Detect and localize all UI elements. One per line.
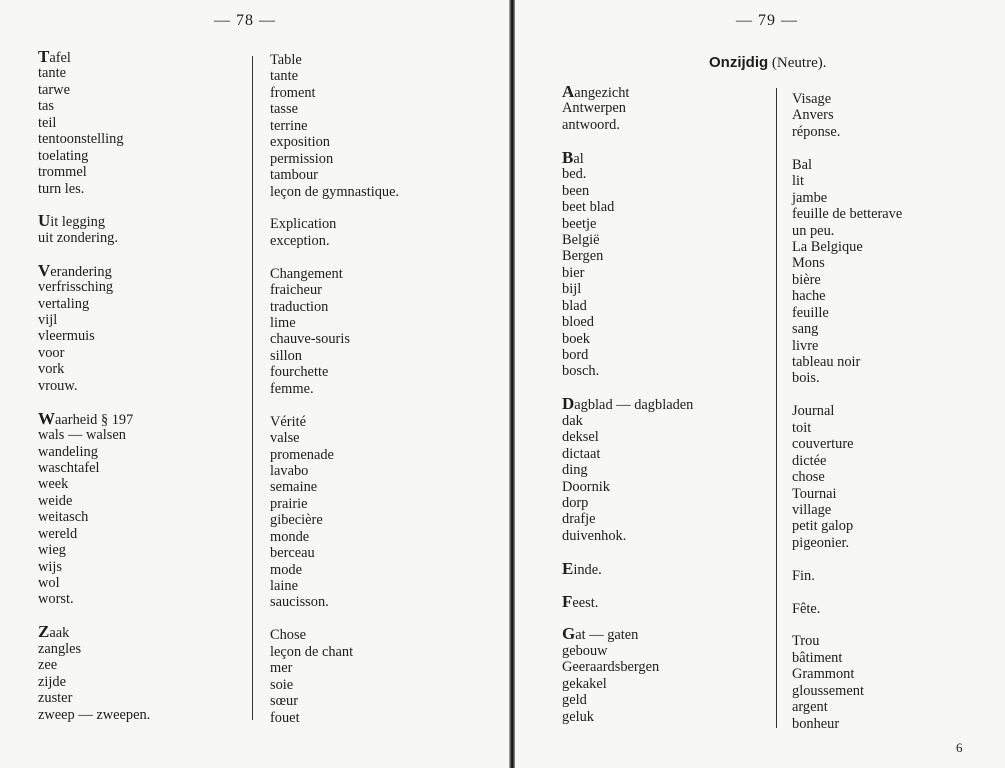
vocabulary-entry — [562, 591, 693, 611]
section-spacer — [562, 544, 693, 560]
vocabulary-entry: permission — [270, 150, 334, 167]
vocabulary-entry: zuster — [38, 690, 73, 707]
vocabulary-entry: feuille — [792, 304, 829, 321]
vocabulary-entry: gibecière — [270, 512, 323, 529]
vocabulary-entry: lime — [270, 315, 296, 331]
vocabulary-entry: leçon de gymnastique. — [270, 183, 400, 200]
vocabulary-entry: ding — [562, 462, 588, 479]
vocabulary-entry: trommel — [38, 164, 87, 181]
vocabulary-entry: wol — [38, 575, 60, 591]
french-translation-column — [792, 91, 902, 732]
vocabulary-entry — [38, 624, 150, 640]
section-initial-letter: W — [38, 408, 55, 428]
vocabulary-entry: femme. — [270, 380, 314, 397]
vocabulary-entry: week — [38, 476, 69, 493]
section-initial-letter: F — [562, 591, 573, 611]
vocabulary-entry: beet blad — [562, 199, 615, 216]
vocabulary-entry: Trou — [792, 633, 820, 650]
vocabulary-entry: Journal — [792, 403, 835, 420]
vocabulary-entry: Fin. — [792, 567, 815, 584]
section-initial-letter: A — [562, 82, 575, 101]
vocabulary-entry — [38, 260, 150, 280]
vocabulary-entry: zweep — zweepen. — [38, 706, 151, 723]
vocabulary-entry: drafje — [562, 511, 596, 528]
page-number: — 78 — — [214, 12, 276, 29]
vocabulary-entry: uit zondering. — [38, 229, 118, 246]
vocabulary-entry: dictée — [792, 452, 827, 469]
entry-text: aak — [49, 625, 70, 642]
vocabulary-entry: boek — [562, 330, 590, 347]
vocabulary-entry — [562, 84, 693, 100]
section-spacer — [38, 197, 150, 213]
vocabulary-entry: Antwerpen — [562, 100, 626, 117]
right-page — [514, 0, 1005, 768]
section-heading-dutch: Onzijdig — [709, 54, 769, 71]
vocabulary-entry: turn les. — [38, 180, 85, 197]
corner-mark: 6 — [956, 740, 963, 755]
vocabulary-entry: sillon — [270, 347, 302, 364]
section-initial-letter: E — [562, 558, 574, 578]
vocabulary-entry: blad — [562, 297, 587, 314]
vocabulary-entry: tarwe — [38, 81, 70, 98]
section-initial-letter: Z — [38, 622, 50, 642]
vocabulary-entry: teil — [38, 114, 57, 131]
entry-text: angezicht — [574, 85, 630, 101]
vocabulary-entry: bosch. — [562, 363, 600, 380]
vocabulary-entry: worst. — [38, 591, 74, 608]
vocabulary-entry: fourchette — [270, 364, 329, 381]
section-spacer — [270, 611, 399, 627]
vocabulary-entry: Visage — [792, 91, 832, 107]
vocabulary-entry: soie — [270, 676, 294, 693]
vocabulary-entry — [562, 147, 693, 167]
vocabulary-entry: valse — [270, 430, 300, 447]
vocabulary-entry: Bergen — [562, 248, 604, 265]
vocabulary-entry: wereld — [38, 525, 78, 542]
entry-text: it legging — [50, 214, 106, 231]
vocabulary-entry: Chose — [270, 627, 306, 644]
column-divider — [776, 88, 777, 728]
section-spacer — [562, 133, 693, 149]
vocabulary-entry: tante — [270, 68, 298, 85]
entry-text: agblad — dagbladen — [574, 397, 694, 414]
vocabulary-entry: jambe — [792, 189, 828, 206]
vocabulary-entry: gekakel — [562, 675, 607, 692]
section-initial-letter: G — [562, 624, 576, 644]
section-spacer — [38, 246, 150, 262]
vocabulary-entry: duivenhok. — [562, 527, 627, 544]
vocabulary-entry: tante — [38, 65, 66, 82]
vocabulary-entry: vork — [38, 361, 65, 378]
vocabulary-entry: Explication — [270, 216, 337, 233]
dutch-word-column — [38, 49, 150, 723]
vocabulary-entry: vijl — [38, 312, 58, 328]
vocabulary-entry: fouet — [270, 709, 300, 726]
vocabulary-entry: vrouw. — [38, 377, 78, 394]
vocabulary-entry: antwoord. — [562, 116, 620, 133]
vocabulary-entry: réponse. — [792, 123, 841, 140]
section-initial-letter: D — [562, 394, 575, 414]
section-spacer — [562, 610, 693, 626]
section-initial-letter: V — [38, 260, 51, 280]
vocabulary-entry: dorp — [562, 494, 589, 511]
vocabulary-entry: dictaat — [562, 445, 601, 462]
vocabulary-entry — [38, 408, 150, 428]
vocabulary-entry: bière — [792, 271, 821, 288]
column-divider — [252, 56, 253, 720]
vocabulary-entry: weitasch — [38, 509, 89, 526]
vocabulary-entry — [562, 558, 693, 578]
vocabulary-entry: tableau noir — [792, 354, 861, 370]
vocabulary-entry: Changement — [270, 265, 343, 282]
vocabulary-entry: Anvers — [792, 107, 834, 124]
vocabulary-entry: Mons — [792, 255, 825, 272]
vocabulary-entry: wijs — [38, 558, 62, 575]
entry-text: erandering — [50, 263, 112, 280]
vocabulary-entry: laine — [270, 578, 298, 594]
section-spacer — [792, 584, 902, 600]
page-number: — 79 — — [736, 12, 798, 29]
vocabulary-entry — [562, 626, 693, 642]
entry-text: inde. — [573, 561, 602, 578]
vocabulary-entry: België — [562, 231, 600, 248]
section-spacer — [270, 200, 399, 216]
vocabulary-entry: vleermuis — [38, 328, 95, 345]
vocabulary-entry: sang — [792, 321, 819, 338]
vocabulary-entry: mer — [270, 660, 293, 677]
vocabulary-entry: couverture — [792, 436, 854, 453]
vocabulary-entry: berceau — [270, 545, 315, 562]
section-spacer — [562, 577, 693, 593]
vocabulary-entry: un peu. — [792, 222, 835, 239]
vocabulary-entry: verfrissching — [38, 279, 114, 296]
vocabulary-entry: feuille de betterave — [792, 206, 903, 223]
entry-text: at — gaten — [575, 627, 639, 644]
section-initial-letter: T — [38, 47, 50, 66]
section-spacer — [270, 249, 399, 265]
vocabulary-entry: lavabo — [270, 462, 309, 479]
section-heading-french: (Neutre). — [771, 55, 827, 71]
vocabulary-entry: bijl — [562, 281, 582, 298]
vocabulary-entry: prairie — [270, 495, 308, 512]
section-initial-letter: B — [562, 147, 574, 167]
vocabulary-entry: bâtiment — [792, 649, 843, 666]
vocabulary-entry: gebouw — [562, 642, 608, 659]
vocabulary-entry: beetje — [562, 215, 597, 232]
vocabulary-entry: Geeraardsbergen — [562, 659, 660, 676]
section-spacer — [792, 551, 902, 567]
vocabulary-entry: Vérité — [270, 413, 306, 430]
vocabulary-entry: lit — [792, 173, 804, 190]
entry-text: al — [573, 150, 584, 167]
entry-text: aarheid § 197 — [55, 411, 134, 428]
vocabulary-entry: wals — walsen — [38, 427, 126, 444]
vocabulary-entry — [562, 396, 693, 412]
vocabulary-entry: monde — [270, 528, 310, 545]
vocabulary-entry: geld — [562, 692, 587, 709]
vocabulary-entry: deksel — [562, 429, 599, 446]
vocabulary-entry: Tournai — [792, 485, 837, 502]
vocabulary-entry: zijde — [38, 673, 66, 690]
dutch-word-column — [562, 84, 693, 725]
vocabulary-entry: Grammont — [792, 666, 855, 683]
vocabulary-entry: voor — [38, 344, 65, 361]
vocabulary-entry: Doornik — [562, 478, 610, 495]
vocabulary-entry: waschtafel — [38, 459, 100, 476]
vocabulary-entry: exposition — [270, 134, 330, 151]
vocabulary-entry: exception. — [270, 232, 330, 249]
vocabulary-entry: Fête. — [792, 600, 821, 617]
vocabulary-entry: tasse — [270, 101, 298, 118]
vocabulary-entry: saucisson. — [270, 594, 329, 611]
vocabulary-entry: been — [562, 182, 590, 199]
vocabulary-entry: tambour — [270, 167, 318, 184]
vocabulary-entry: mode — [270, 561, 302, 578]
vocabulary-entry: terrine — [270, 117, 308, 134]
vocabulary-entry: toit — [792, 419, 812, 436]
vocabulary-entry: gloussement — [792, 682, 864, 699]
vocabulary-entry: chose — [792, 469, 825, 486]
vocabulary-entry: livre — [792, 337, 819, 354]
vocabulary-entry: bier — [562, 264, 585, 281]
vocabulary-entry: bois. — [792, 370, 820, 387]
vocabulary-entry: wandeling — [38, 443, 98, 460]
vocabulary-entry: traduction — [270, 298, 329, 315]
section-spacer — [562, 380, 693, 396]
vocabulary-entry: weide — [38, 492, 73, 509]
french-translation-column — [270, 52, 399, 726]
vocabulary-entry — [38, 49, 150, 65]
vocabulary-entry: promenade — [270, 446, 334, 463]
vocabulary-entry: vertaling — [38, 295, 90, 312]
vocabulary-entry: bloed — [562, 314, 594, 331]
section-spacer — [792, 617, 902, 633]
vocabulary-entry: toelating — [38, 147, 89, 164]
vocabulary-entry: wieg — [38, 542, 66, 559]
vocabulary-entry: fraicheur — [270, 282, 322, 299]
entry-text: afel — [49, 50, 71, 66]
section-spacer — [270, 397, 399, 413]
vocabulary-entry: village — [792, 501, 832, 518]
section-heading — [709, 54, 826, 72]
vocabulary-entry: froment — [270, 84, 316, 101]
vocabulary-entry: bed. — [562, 166, 587, 183]
section-spacer — [792, 140, 902, 156]
vocabulary-entry: chauve-souris — [270, 331, 350, 348]
section-initial-letter: U — [38, 211, 51, 231]
entry-text: eest. — [572, 594, 599, 611]
vocabulary-entry: hache — [792, 288, 826, 305]
section-spacer — [38, 608, 150, 624]
vocabulary-entry: petit galop — [792, 518, 854, 535]
vocabulary-entry: argent — [792, 699, 828, 716]
section-spacer — [792, 387, 902, 403]
vocabulary-entry: geluk — [562, 708, 594, 725]
vocabulary-entry: bord — [562, 347, 589, 363]
vocabulary-entry: Table — [270, 52, 302, 68]
vocabulary-entry: La Belgique — [792, 238, 863, 255]
vocabulary-entry: semaine — [270, 479, 318, 496]
vocabulary-entry: sœur — [270, 693, 298, 710]
vocabulary-entry: tentoonstelling — [38, 131, 124, 148]
vocabulary-entry: Bal — [792, 156, 812, 173]
vocabulary-entry: leçon de chant — [270, 643, 354, 660]
vocabulary-entry: pigeonier. — [792, 534, 850, 551]
vocabulary-entry: tas — [38, 98, 54, 115]
vocabulary-entry: bonheur — [792, 715, 840, 732]
vocabulary-entry: dak — [562, 412, 583, 429]
vocabulary-entry: zee — [38, 657, 58, 674]
vocabulary-entry — [38, 213, 150, 229]
vocabulary-entry: zangles — [38, 640, 82, 657]
